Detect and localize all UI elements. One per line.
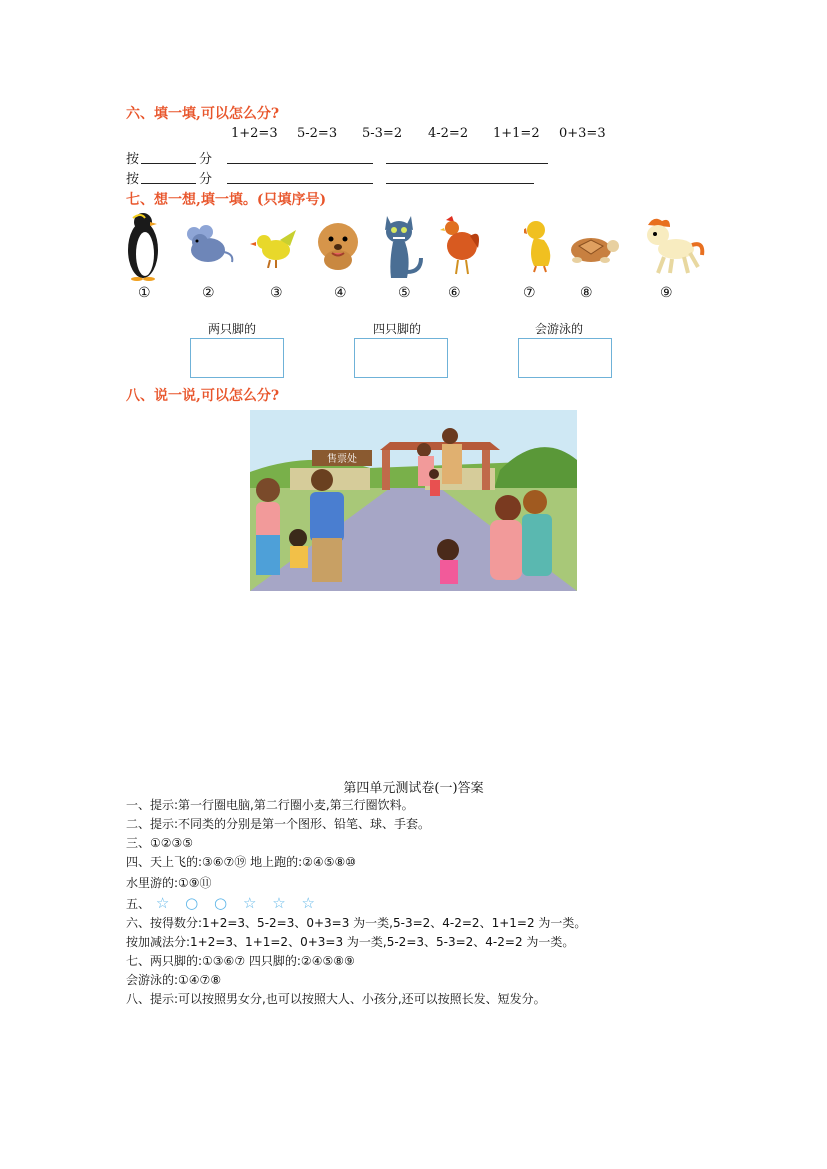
answer-line: 二、提示:不同类的分别是第一个图形、铅笔、球、手套。 — [126, 817, 431, 831]
animal-number: ⑧ — [580, 285, 593, 301]
blank-line[interactable] — [227, 163, 373, 164]
answer-box-swim[interactable] — [518, 338, 612, 378]
cat-icon — [381, 212, 425, 280]
dog-icon — [314, 218, 362, 272]
answer-line — [126, 894, 315, 912]
category-label: 会游泳的 — [535, 322, 584, 336]
section7-title: 七、想一想,填一填。(只填序号) — [126, 192, 327, 208]
answer-line: 四、天上飞的:③⑥⑦⑲ 地上跑的:②④⑤⑧⑩ — [126, 855, 356, 869]
category-label: 四只脚的 — [373, 322, 422, 336]
blank-line[interactable] — [227, 183, 373, 184]
answer-box-four-legs[interactable] — [354, 338, 448, 378]
turtle-icon — [565, 232, 621, 264]
star-shape-icon: ☆ — [301, 894, 315, 912]
row-prefix: 按 — [126, 152, 140, 167]
circle-shape-icon: ○ — [214, 894, 228, 912]
answer-line: 会游泳的:①④⑦⑧ — [126, 973, 222, 987]
equation: 0+3=3 — [559, 126, 606, 141]
star-shape-icon: ☆ — [155, 894, 170, 912]
row-suffix: 分 — [199, 172, 213, 187]
star-shape-icon: ☆ — [272, 894, 286, 912]
penguin-icon — [123, 210, 163, 282]
animal-number: ① — [138, 285, 151, 301]
blank-line[interactable] — [386, 183, 534, 184]
star-shape-icon: ☆ — [242, 894, 257, 912]
equation: 1+2=3 — [231, 126, 278, 141]
equation: 5-2=3 — [297, 126, 338, 141]
equation: 5-3=2 — [362, 126, 403, 141]
horse-icon — [640, 215, 706, 277]
animal-number: ⑦ — [523, 285, 536, 301]
blank-line[interactable] — [386, 163, 548, 164]
answer-line: 一、提示:第一行圈电脑,第二行圈小麦,第三行圈饮料。 — [126, 798, 414, 812]
bird-icon — [250, 226, 302, 268]
section8-title: 八、说一说,可以怎么分? — [126, 388, 280, 404]
row-suffix: 分 — [199, 152, 213, 167]
animal-number: ④ — [334, 285, 347, 301]
animal-number: ② — [202, 285, 215, 301]
section6-title: 六、填一填,可以怎么分? — [126, 106, 280, 122]
answer-line: 七、两只脚的:①③⑥⑦ 四只脚的:②④⑤⑧⑨ — [126, 954, 355, 968]
animal-number: ⑤ — [398, 285, 411, 301]
circle-shape-icon: ○ — [185, 894, 199, 912]
answer-line: 六、按得数分:1+2=3、5-2=3、0+3=3 为一类,5-3=2、4-2=2、1+1=2 为一类。 — [126, 916, 587, 930]
answer-line: 八、提示:可以按照男女分,也可以按照大人、小孩分,还可以按照长发、短发分。 — [126, 992, 546, 1006]
ticket-office-sign: 售票处 — [327, 454, 357, 465]
animal-number: ⑥ — [448, 285, 461, 301]
equation: 1+1=2 — [493, 126, 540, 141]
answer-box-two-legs[interactable] — [190, 338, 284, 378]
blank-line[interactable] — [141, 163, 196, 164]
answer-prefix: 五、 — [126, 897, 151, 911]
park-scene-illustration — [250, 410, 577, 591]
category-label: 两只脚的 — [208, 322, 257, 336]
mouse-icon — [184, 224, 236, 266]
animal-number: ⑨ — [660, 285, 673, 301]
blank-line[interactable] — [141, 183, 196, 184]
equation: 4-2=2 — [428, 126, 469, 141]
chicken-icon — [440, 214, 482, 276]
answers-title: 第四单元测试卷(一)答案 — [343, 781, 484, 796]
answer-line: 按加减法分:1+2=3、1+1=2、0+3=3 为一类,5-2=3、5-3=2、4-2=2 为一类。 — [126, 935, 575, 949]
answer-line: 水里游的:①⑨⑪ — [126, 876, 212, 890]
row-prefix: 按 — [126, 172, 140, 187]
answer-line: 三、①②③⑤ — [126, 836, 194, 850]
duck-icon — [524, 218, 554, 274]
animal-number: ③ — [270, 285, 283, 301]
